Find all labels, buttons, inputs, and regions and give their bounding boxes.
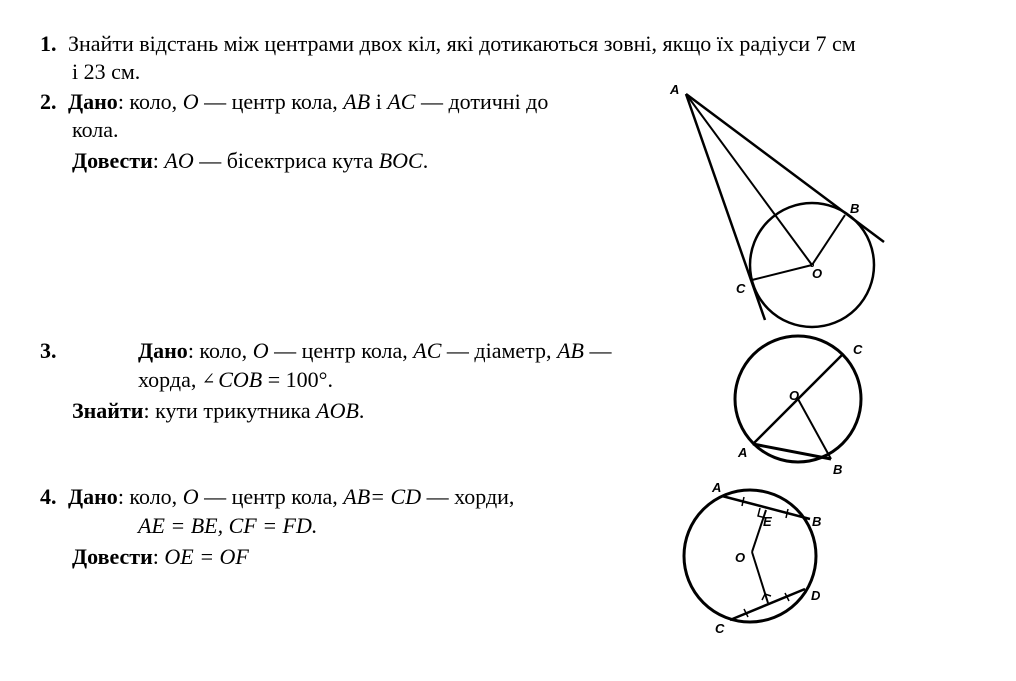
chord-ab	[753, 444, 831, 459]
problem-1-text-line2: і 23 см.	[72, 59, 141, 84]
problem-4-given: 4. Дано: коло, O — центр кола, AB= CD — хорди,	[40, 484, 515, 509]
circle-4	[684, 490, 816, 622]
problem-4-prove: Довести: OE = OF	[72, 544, 249, 569]
problem-3-find: Знайти: кути трикутника AOB.	[72, 398, 365, 423]
problem-4-given-line2: AE = BE, CF = FD.	[138, 513, 318, 538]
label-d: D	[811, 588, 821, 603]
label-o: O	[789, 388, 800, 403]
label-c: C	[853, 342, 863, 357]
label-a: A	[670, 82, 680, 97]
tick-fd	[785, 593, 789, 601]
problem-3-given: Дано: коло, O — центр кола, AC — діаметр, AB —	[138, 338, 612, 363]
tangent-ac	[686, 94, 765, 320]
chord-ab	[722, 496, 810, 519]
label-b: B	[850, 201, 860, 216]
problem-4-number: 4.	[40, 484, 57, 509]
tick-eb	[786, 509, 788, 518]
problem-2-given: 2. Дано: коло, O — центр кола, AB і AC — дотичні до	[40, 89, 549, 114]
problem-1-text: Знайти відстань між центрами двох кіл, які дотикаються зовні, якщо їх радіуси 7 см	[68, 31, 856, 56]
radius-ob	[812, 215, 845, 265]
label-a: A	[738, 445, 748, 460]
diameter-ac	[753, 354, 843, 444]
problem-1	[40, 30, 856, 58]
label-c: C	[715, 621, 725, 636]
tick-cf	[744, 609, 748, 617]
label-o: O	[812, 266, 823, 281]
right-angle-e	[758, 508, 766, 518]
circle-3	[735, 336, 861, 462]
prove-label: Довести	[72, 544, 153, 569]
segment-oe	[752, 510, 766, 552]
problem-2-prove: Довести: AO — бісектриса кута BOC.	[72, 148, 429, 173]
problem-2-given-line2: кола.	[72, 117, 119, 142]
right-angle-f	[762, 594, 771, 600]
radius-oc	[752, 265, 812, 280]
given-label: Дано	[138, 338, 188, 363]
label-b: B	[812, 514, 822, 529]
given-label: Дано	[68, 484, 118, 509]
problem-3-number: 3.	[40, 338, 57, 363]
problem-1-number: 1.	[40, 31, 57, 56]
find-label: Знайти	[72, 398, 144, 423]
prove-label: Довести	[72, 148, 153, 173]
label-e: E	[763, 514, 772, 529]
problem-3-given-line2: хорда, ∠ COB = 100°.	[138, 367, 333, 392]
label-c: C	[736, 281, 746, 296]
tick-ae	[742, 497, 744, 506]
angle-icon: ∠	[201, 371, 216, 388]
radius-ob	[798, 399, 831, 459]
given-label: Дано	[68, 89, 118, 114]
circle-2	[750, 203, 874, 327]
segment-ao	[686, 94, 812, 265]
problem-2-number: 2.	[40, 89, 57, 114]
label-b: B	[833, 462, 843, 477]
tangent-ab	[686, 94, 884, 242]
chord-cd	[730, 589, 805, 620]
label-o: O	[735, 550, 746, 565]
point-o	[811, 264, 814, 267]
segment-of	[752, 552, 768, 603]
label-a: A	[712, 480, 722, 495]
